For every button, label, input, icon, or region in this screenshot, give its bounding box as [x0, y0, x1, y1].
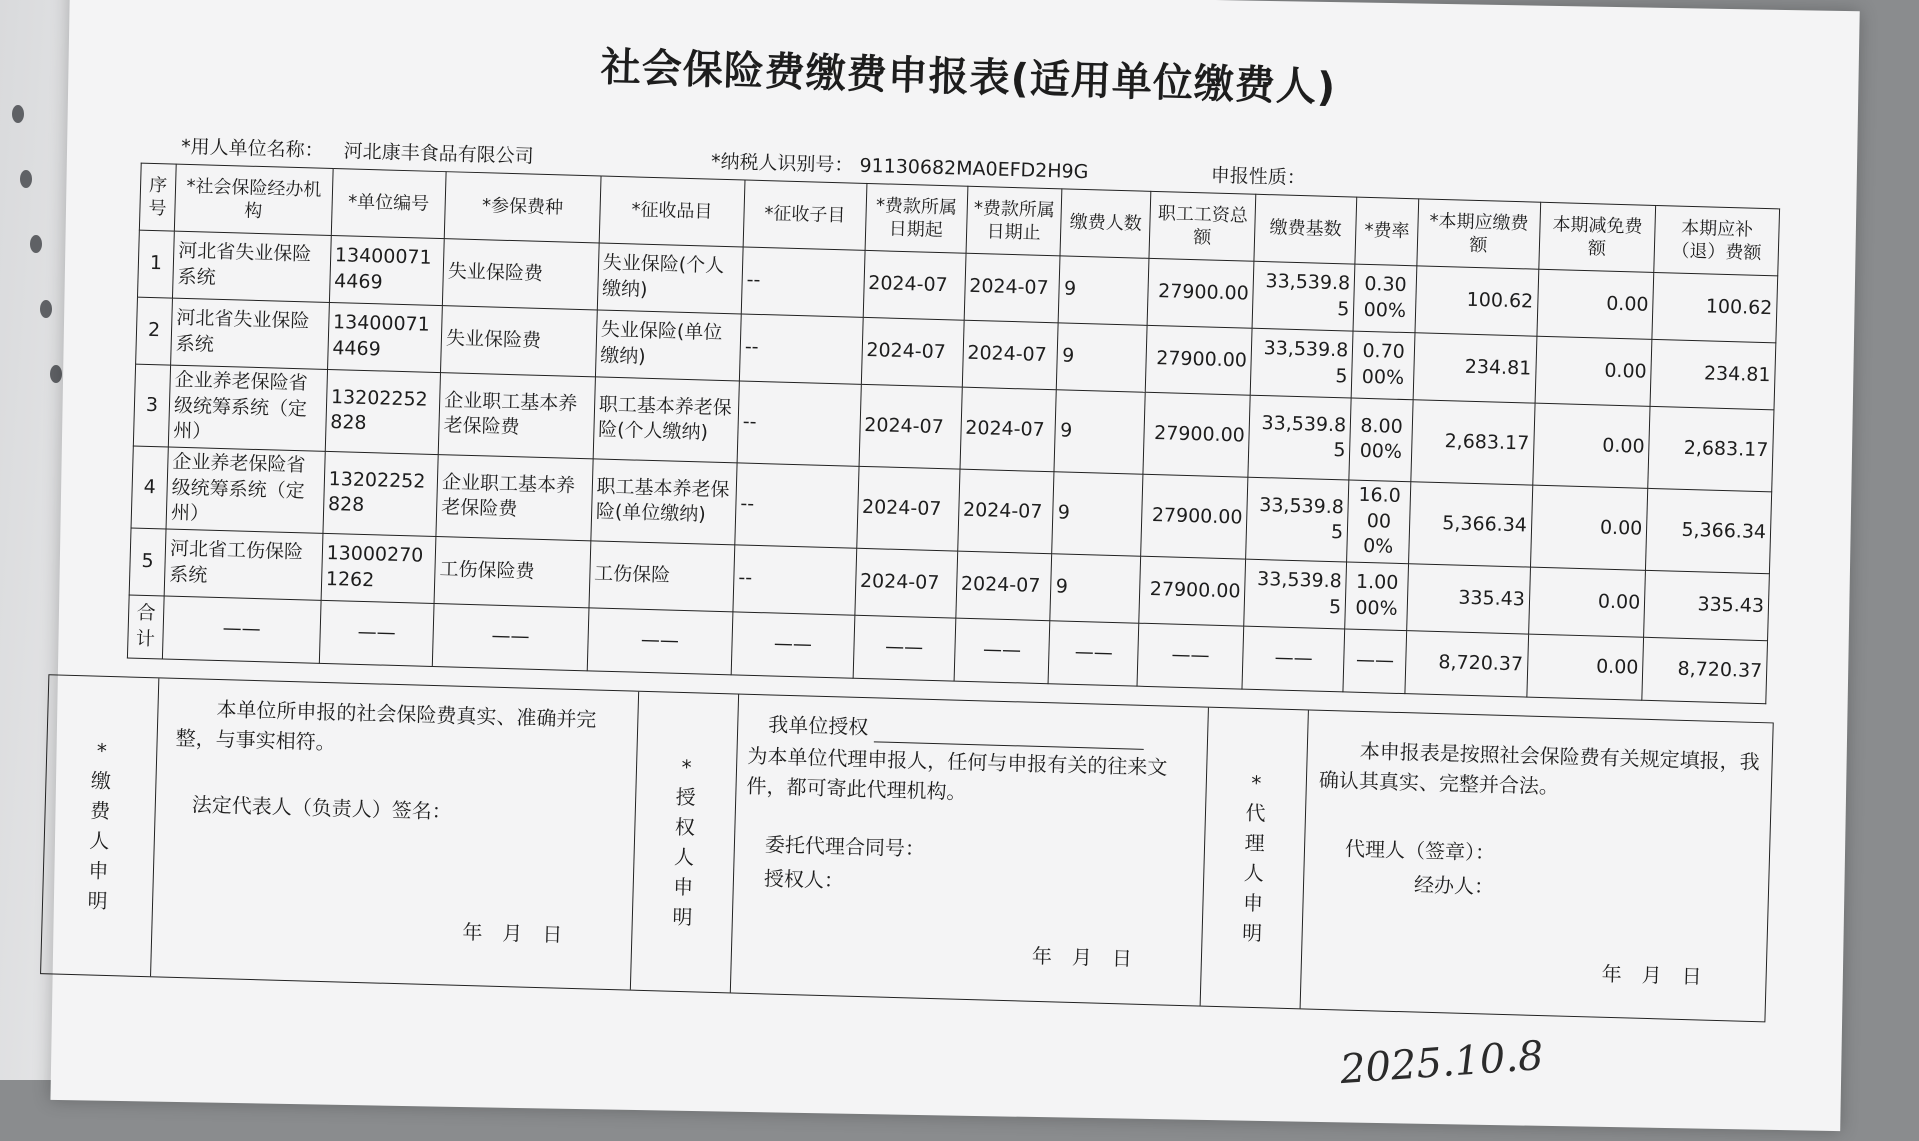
table-cell: 130002701262	[321, 533, 436, 603]
table-cell: 2024-07	[861, 317, 964, 387]
table-cell: 4	[131, 446, 168, 529]
table-cell: 9	[1050, 554, 1140, 623]
total-dash: ——	[432, 603, 588, 670]
table-cell: 27900.00	[1139, 556, 1246, 626]
col-header: *单位编号	[331, 169, 446, 239]
table-cell: 2024-07	[956, 551, 1053, 621]
col-header: 职工工资总额	[1149, 191, 1256, 261]
table-cell: 2024-07	[957, 469, 1054, 554]
table-cell: 2024-07	[962, 320, 1059, 390]
table-cell: 9	[1057, 323, 1147, 392]
declarations-section	[40, 674, 1774, 1022]
payer-text: 本单位所申报的社会保险费真实、准确并完整，与事实相符。	[175, 696, 597, 755]
table-cell: 0.00	[1537, 269, 1654, 339]
table-cell: 企业职工基本养老保险费	[436, 454, 593, 540]
employer-value: 河北康丰食品有限公司	[343, 140, 534, 168]
table-cell: 33,539.85	[1246, 477, 1349, 562]
table-cell: 失业保险费	[442, 239, 598, 310]
agent-date: 年 月 日	[1601, 961, 1702, 989]
total-dash: ——	[731, 612, 854, 678]
agent-handler-label: 经办人：	[1413, 872, 1495, 899]
table-cell: 9	[1059, 256, 1149, 325]
table-cell: 职工基本养老保险(个人缴纳)	[593, 377, 740, 463]
table-cell: 3	[133, 364, 170, 447]
authorizer-person-label: 授权人：	[763, 866, 845, 893]
table-cell: 河北省工伤保险系统	[164, 529, 322, 600]
total-dash: ——	[319, 600, 434, 666]
table-cell: 33,539.85	[1250, 328, 1353, 398]
table-cell: 335.43	[1407, 564, 1530, 634]
total-dash: ——	[1242, 626, 1345, 692]
authorizer-declaration-label	[631, 692, 739, 993]
handwritten-date: 2025.10.8	[1338, 1032, 1545, 1094]
payer-date: 年 月 日	[462, 919, 563, 947]
table-cell: 100.62	[1415, 266, 1538, 336]
table-cell: 2024-07	[856, 466, 959, 551]
table-cell: 134000714469	[329, 235, 444, 305]
col-header: *征收品目	[599, 176, 745, 247]
col-header: *本期应缴费额	[1417, 199, 1540, 269]
table-cell: 33,539.85	[1244, 559, 1347, 629]
col-header: 本期应补（退）费额	[1654, 205, 1780, 275]
total-relief: 0.00	[1527, 634, 1644, 700]
agent-text: 本申报表是按照社会保险费有关规定填报，我确认其真实、完整并合法。	[1318, 738, 1760, 799]
table-cell: 2,683.17	[1411, 400, 1535, 485]
authorizer-contract-label: 委托代理合同号：	[764, 832, 926, 861]
punch-hole	[20, 170, 32, 188]
total-dash: ——	[1049, 621, 1139, 686]
total-due: 8,720.37	[1405, 631, 1528, 697]
nature-label: 申报性质：	[1210, 164, 1307, 190]
authorizer-line2: 为本单位代理申报人，任何与申报有关的往来文件，都可寄此代理机构。	[746, 743, 1168, 804]
punch-hole	[12, 105, 24, 123]
table-cell: 企业养老保险省级统筹系统（定州）	[166, 447, 325, 533]
total-dash: ——	[1343, 629, 1407, 694]
table-cell: 失业保险(个人缴纳)	[597, 243, 743, 314]
agent-label-text: *代理人申明	[1241, 770, 1266, 946]
total-dash: ——	[162, 596, 320, 663]
table-cell: 16.0000%	[1347, 480, 1411, 564]
table-cell: 0.00	[1533, 403, 1651, 488]
table-cell: --	[733, 545, 856, 615]
table-cell: 工伤保险费	[434, 536, 590, 607]
table-cell: 100.62	[1652, 272, 1778, 342]
col-header: *征收子目	[743, 180, 866, 250]
punch-hole	[40, 300, 52, 318]
table-cell: 0.00	[1528, 567, 1645, 637]
authorizer-date: 年 月 日	[1031, 943, 1133, 971]
payer-declaration	[151, 678, 639, 989]
table-cell: 0.00	[1530, 485, 1648, 570]
table-cell: --	[741, 247, 864, 317]
table-cell: 234.81	[1650, 339, 1776, 409]
table-cell: 2024-07	[863, 250, 966, 320]
authorizer-declaration	[731, 695, 1209, 1006]
taxid-value: 91130682MA0EFD2H9G	[859, 154, 1089, 184]
total-dash: ——	[587, 608, 733, 675]
table-cell: 河北省失业保险系统	[171, 298, 329, 369]
total-payable: 8,720.37	[1642, 637, 1768, 703]
table-cell: 2	[136, 297, 173, 365]
table-cell: 失业保险(单位缴纳)	[595, 310, 741, 381]
table-cell: 河北省失业保险系统	[173, 231, 331, 302]
total-dash: ——	[954, 618, 1051, 684]
table-cell: 9	[1054, 390, 1145, 474]
table-cell: 234.81	[1413, 333, 1536, 403]
table-cell: 33,539.85	[1252, 261, 1355, 331]
nature-field	[1210, 161, 1306, 191]
table-cell: 134000714469	[327, 302, 442, 372]
contribution-table	[127, 163, 1780, 704]
payer-label-text: *缴费人申明	[87, 738, 112, 914]
table-cell: --	[737, 381, 861, 466]
col-header: 本期减免费额	[1539, 202, 1656, 272]
taxid-label: *纳税人识别号：	[710, 150, 854, 177]
payer-declaration-label	[41, 675, 159, 976]
table-cell: 5,366.34	[1409, 482, 1533, 567]
table-cell: 1.0000%	[1345, 562, 1409, 631]
punch-hole	[30, 235, 42, 253]
table-cell: 5,366.34	[1646, 488, 1772, 573]
employer-field	[181, 132, 534, 169]
table-cell: 2024-07	[855, 548, 958, 618]
total-dash: ——	[1137, 623, 1244, 689]
table-cell: 27900.00	[1145, 325, 1252, 395]
total-label: 合计	[127, 595, 164, 659]
col-header: *费款所属日期起	[865, 183, 968, 253]
col-header: *费款所属日期止	[966, 186, 1063, 256]
table-cell: 企业职工基本养老保险费	[438, 373, 595, 459]
table-cell: 2024-07	[859, 384, 962, 469]
table-cell: --	[735, 463, 859, 548]
table-cell: 职工基本养老保险(单位缴纳)	[591, 459, 738, 545]
total-dash: ——	[853, 615, 956, 681]
table-cell: 335.43	[1644, 570, 1770, 640]
table-cell: 27900.00	[1147, 258, 1254, 328]
table-cell: 33,539.85	[1248, 395, 1351, 480]
table-cell: 8.0000%	[1349, 398, 1413, 482]
col-header: 缴费人数	[1060, 189, 1150, 258]
col-header: *社会保险经办机构	[174, 164, 332, 235]
table-cell: 13202252828	[323, 451, 439, 536]
table-cell: 1	[137, 230, 174, 298]
punch-hole	[50, 365, 62, 383]
table-cell: 27900.00	[1143, 392, 1250, 477]
table-cell: 2,683.17	[1648, 406, 1774, 491]
form-title: 社会保险费缴费申报表(适用单位缴费人)	[600, 44, 1337, 111]
table-cell: 2024-07	[964, 253, 1061, 323]
col-header: 序号	[139, 163, 176, 231]
table-cell: 9	[1052, 472, 1143, 556]
table-cell: 0.7000%	[1351, 331, 1415, 400]
table-cell: 13202252828	[325, 369, 441, 454]
table-cell: 0.00	[1535, 336, 1652, 406]
col-header: *参保费种	[444, 172, 600, 243]
table-cell: 企业养老保险省级统筹系统（定州）	[168, 365, 327, 451]
table-cell: 5	[129, 528, 166, 596]
employer-label: *用人单位名称：	[180, 135, 324, 162]
authorizer-label-text: *授权人申明	[672, 754, 697, 930]
col-header: 缴费基数	[1254, 194, 1357, 264]
declaration-form-page	[50, 0, 1859, 1131]
table-cell: --	[739, 314, 862, 384]
agent-declaration-label	[1201, 708, 1309, 1009]
payer-sign-label: 法定代表人（负责人）签名：	[191, 792, 453, 824]
authorizer-line1-text: 我单位授权	[767, 712, 869, 740]
taxid-field	[711, 147, 1089, 185]
agent-declaration	[1301, 710, 1773, 1021]
table-cell: 27900.00	[1141, 474, 1248, 559]
agent-sign-label: 代理人（签章）：	[1344, 836, 1496, 865]
table-cell: 工伤保险	[589, 541, 735, 612]
col-header: *费率	[1355, 197, 1419, 266]
table-cell: 失业保险费	[441, 306, 597, 377]
table-cell: 2024-07	[960, 387, 1057, 472]
table-cell: 0.3000%	[1353, 264, 1417, 333]
